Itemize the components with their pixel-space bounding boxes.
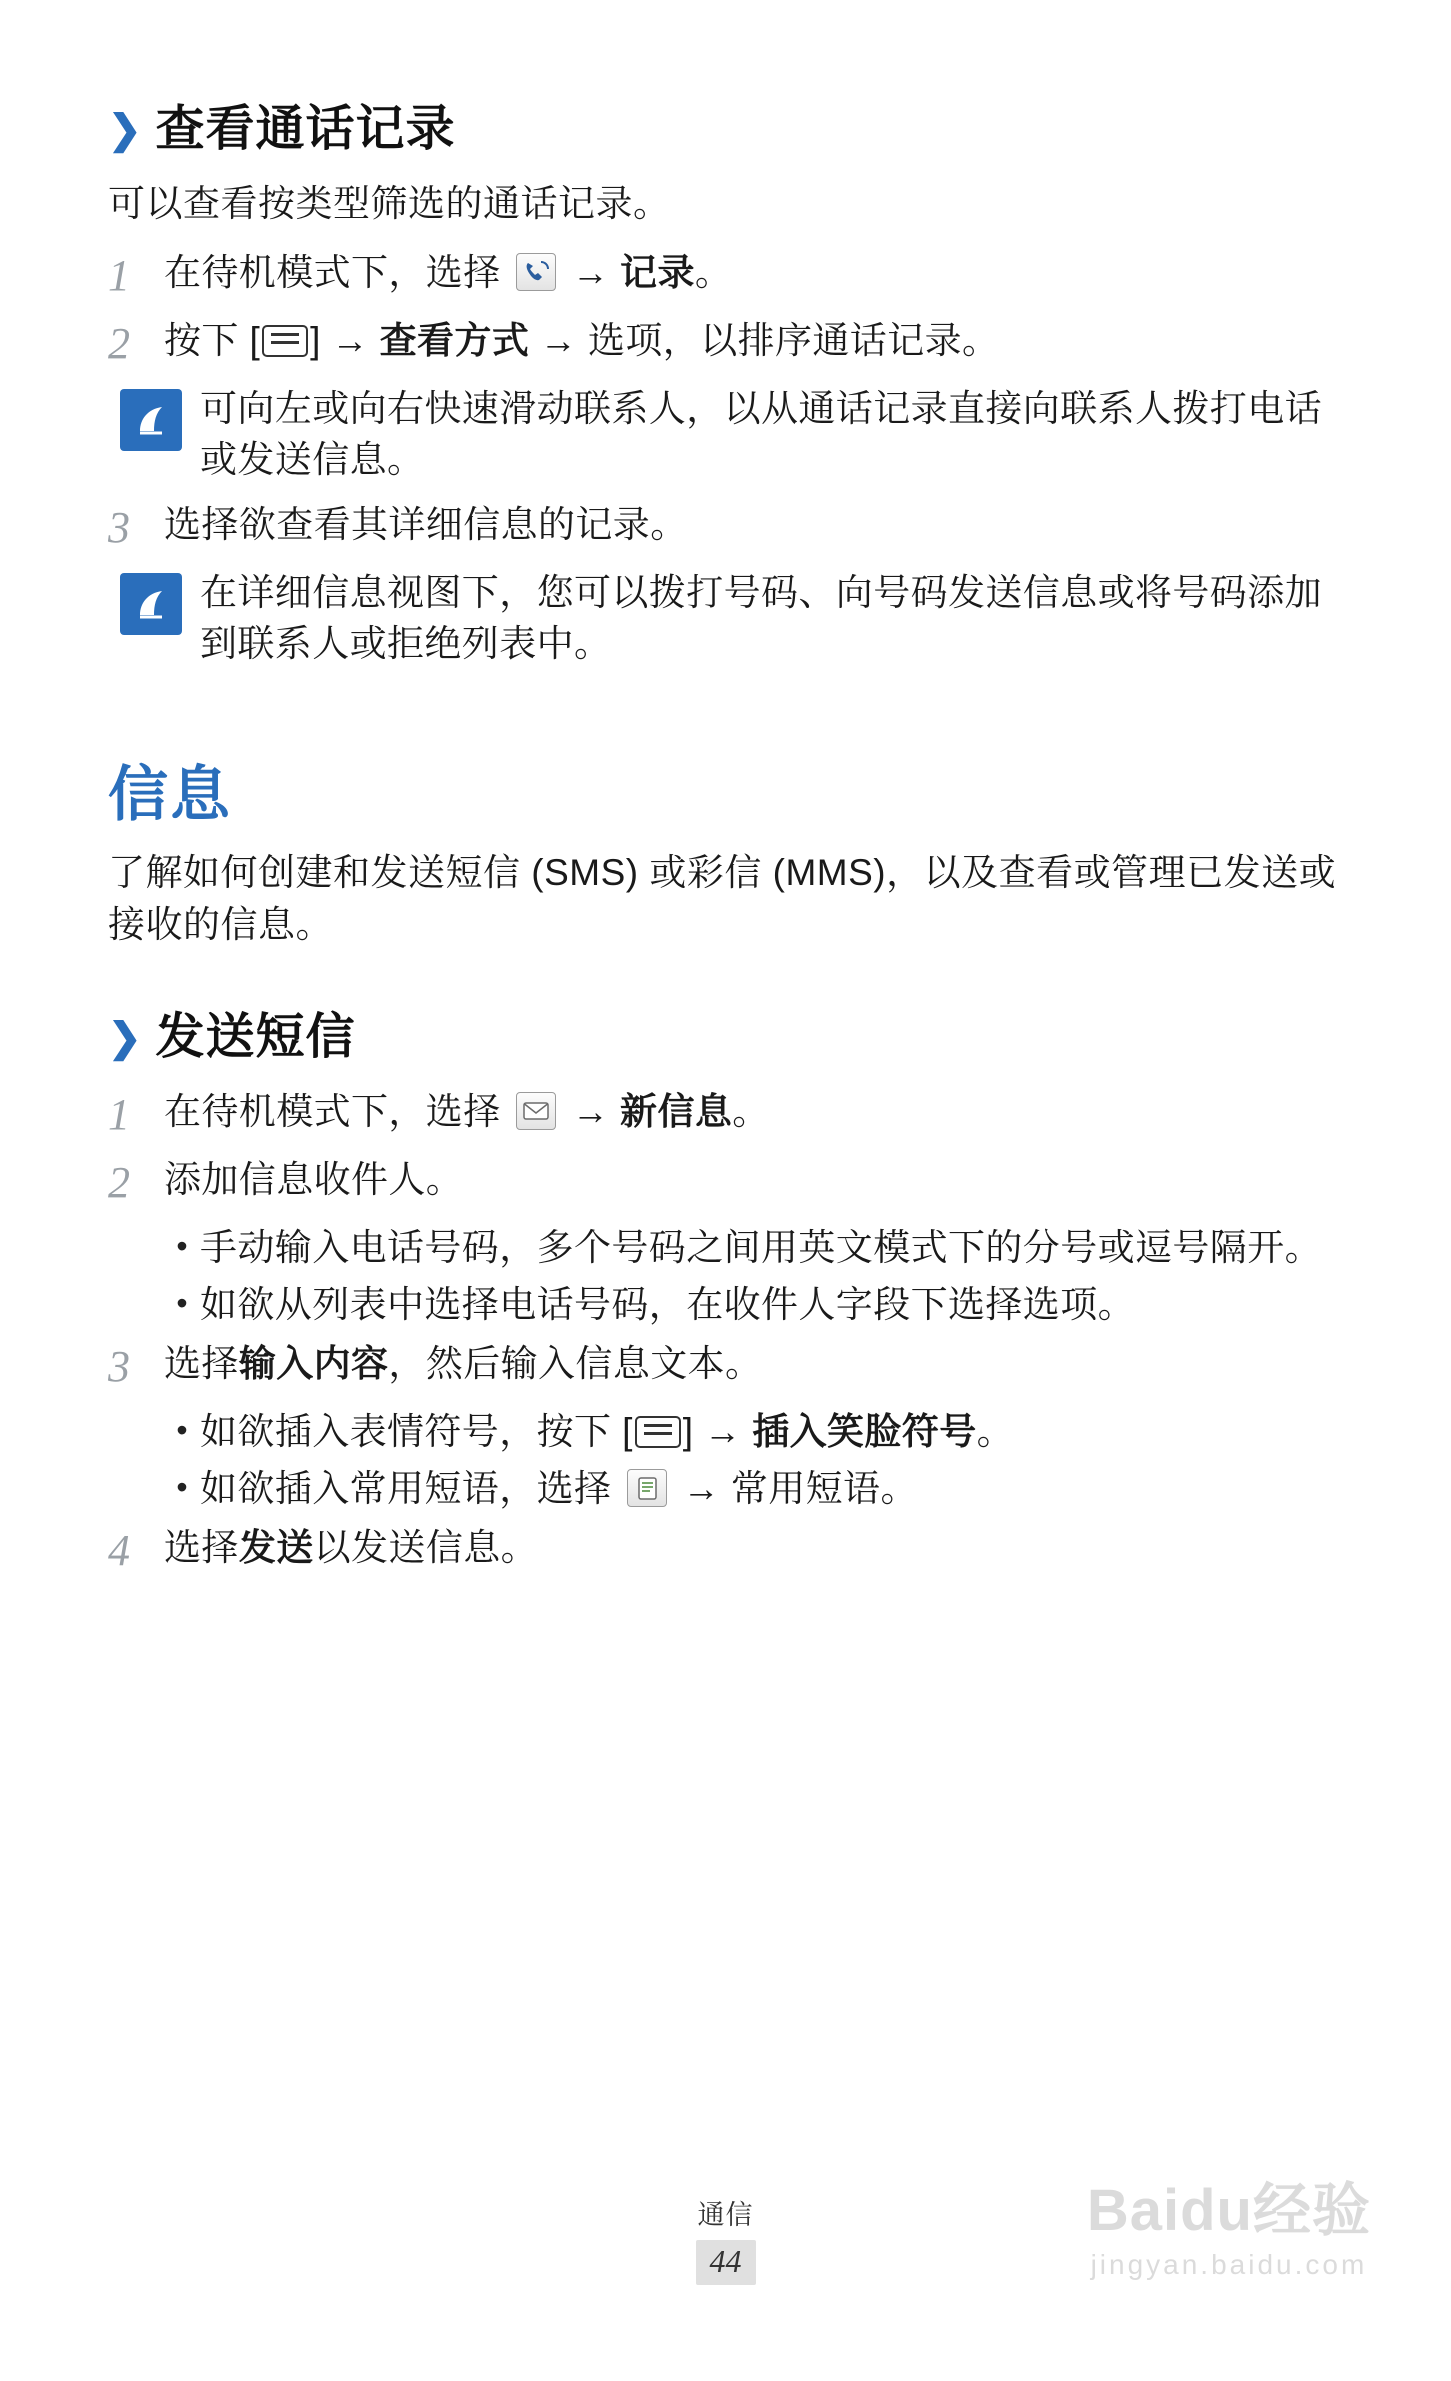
- list-item: [164, 1279, 1341, 1330]
- template-icon: [627, 1469, 667, 1507]
- section-spacer: [108, 683, 1341, 747]
- list-item-text: [200, 1463, 1341, 1514]
- bullet-list-step2: [164, 1222, 1341, 1330]
- step-text-bold: 发送: [238, 1527, 314, 1569]
- list-item: [164, 1463, 1341, 1514]
- step-text-post: → 选项，以排序通话记录。: [529, 319, 1000, 361]
- step-text: [164, 1522, 1341, 1573]
- step-number: 2: [108, 318, 130, 368]
- section-spacer: [108, 968, 1341, 998]
- step-text-bold: 新信息: [620, 1091, 733, 1133]
- chapter-heading: 信息: [108, 760, 232, 828]
- step-item: [108, 1086, 1341, 1144]
- watermark-main-text: Baidu经验: [1086, 2178, 1371, 2243]
- step-text-mid: →: [561, 251, 621, 293]
- step-text: [164, 1086, 1341, 1137]
- bullet-list-step3: [164, 1406, 1341, 1514]
- menu-key-icon: [262, 325, 308, 357]
- bullet-dot-icon: •: [176, 1412, 188, 1449]
- watermark-sub-text: jingyan.baidu.com: [1090, 2249, 1368, 2280]
- step-text-mid: →: [561, 1091, 621, 1133]
- page-footer: [0, 2193, 1451, 2285]
- step-text-post: 。: [732, 1091, 770, 1133]
- list-item-pre: 如欲插入表情符号，按下 [: [200, 1411, 633, 1453]
- step-number: 1: [108, 1090, 130, 1140]
- step-text-bold: 记录: [620, 251, 695, 293]
- step-text-pre: 按下 [: [164, 319, 261, 361]
- note-pen-icon: [120, 573, 182, 635]
- menu-key-icon: [635, 1416, 681, 1448]
- step-number: 2: [108, 1158, 130, 1208]
- bullet-dot-icon: •: [176, 1285, 188, 1322]
- chevron-right-icon: ❯: [108, 108, 142, 152]
- step-item: [108, 1154, 1341, 1212]
- footer-section-label: 通信: [697, 2200, 754, 2230]
- step-text-post: 。: [694, 251, 733, 293]
- list-item-post: 。: [880, 1468, 918, 1510]
- note-text: 可向左或向右快速滑动联系人，以从通话记录直接向联系人拨打电话或发送信息。: [200, 387, 1322, 480]
- step-text-mid: ] →: [310, 319, 380, 361]
- list-item: [164, 1406, 1341, 1457]
- note-box: [108, 383, 1341, 485]
- step-item: [108, 247, 1341, 305]
- list-item-mid: →: [672, 1468, 731, 1510]
- step-item: [108, 499, 1341, 557]
- step-text: [164, 315, 1341, 366]
- step-text-post: 以发送信息。: [313, 1527, 539, 1569]
- step-text-bold: 查看方式: [379, 319, 530, 361]
- note-box: [108, 567, 1341, 669]
- step-item: [108, 1522, 1341, 1580]
- step-text: [164, 1338, 1341, 1389]
- bullet-dot-icon: •: [176, 1469, 188, 1506]
- bullet-dot-icon: •: [176, 1228, 188, 1265]
- step-text-pre: 选择: [164, 1527, 239, 1569]
- step-text: 添加信息收件人。: [164, 1159, 464, 1201]
- intro-paragraph-call-log: 可以查看按类型筛选的通话记录。: [108, 183, 671, 224]
- step-number: 3: [108, 1342, 130, 1392]
- step-text-post: ，然后输入信息文本。: [388, 1343, 763, 1385]
- step-item: [108, 315, 1341, 373]
- note-pen-icon: [120, 389, 182, 451]
- list-item-post: 。: [976, 1411, 1015, 1453]
- list-item-text: 手动输入电话号码，多个号码之间用英文模式下的分号或逗号隔开。: [200, 1227, 1322, 1269]
- section-heading-call-log: [108, 90, 1341, 160]
- section-heading-text: 查看通话记录: [155, 102, 456, 156]
- step-text-pre: 在待机模式下，选择: [164, 1091, 512, 1133]
- chapter-intro: 了解如何创建和发送短信 (SMS) 或彩信 (MMS)，以及查看或管理已发送或接收的信息。: [108, 851, 1337, 946]
- step-number: 3: [108, 502, 130, 552]
- step-text-bold: 输入内容: [238, 1343, 389, 1385]
- list-item-pre: 如欲插入常用短语，选择: [200, 1468, 623, 1510]
- list-item-text: [200, 1406, 1341, 1457]
- phone-log-icon: [516, 253, 556, 291]
- chevron-right-icon: ❯: [108, 1016, 142, 1061]
- step-text: 选择欲查看其详细信息的记录。: [164, 503, 688, 545]
- step-text: [164, 247, 1341, 298]
- list-item-text: 如欲从列表中选择电话号码，在收件人字段下选择选项。: [200, 1284, 1135, 1326]
- message-icon: [516, 1092, 556, 1130]
- list-item-mid: ] →: [682, 1411, 753, 1453]
- step-text-pre: 选择: [164, 1343, 239, 1385]
- footer-page-number: 44: [696, 2240, 756, 2285]
- step-number: 1: [108, 250, 130, 300]
- note-text: 在详细信息视图下，您可以拨打号码、向号码发送信息或将号码添加到联系人或拒绝列表中。: [200, 571, 1322, 664]
- section-heading-text: 发送短信: [155, 1010, 356, 1065]
- section-heading-send-sms: [108, 998, 1341, 1068]
- step-number: 4: [108, 1526, 130, 1576]
- list-item: [164, 1222, 1341, 1273]
- step-text-pre: 在待机模式下，选择: [164, 251, 512, 293]
- step-item: [108, 1338, 1341, 1396]
- list-item-bold: 插入笑脸符号: [752, 1411, 977, 1453]
- list-item-plain: 常用短语: [730, 1468, 881, 1510]
